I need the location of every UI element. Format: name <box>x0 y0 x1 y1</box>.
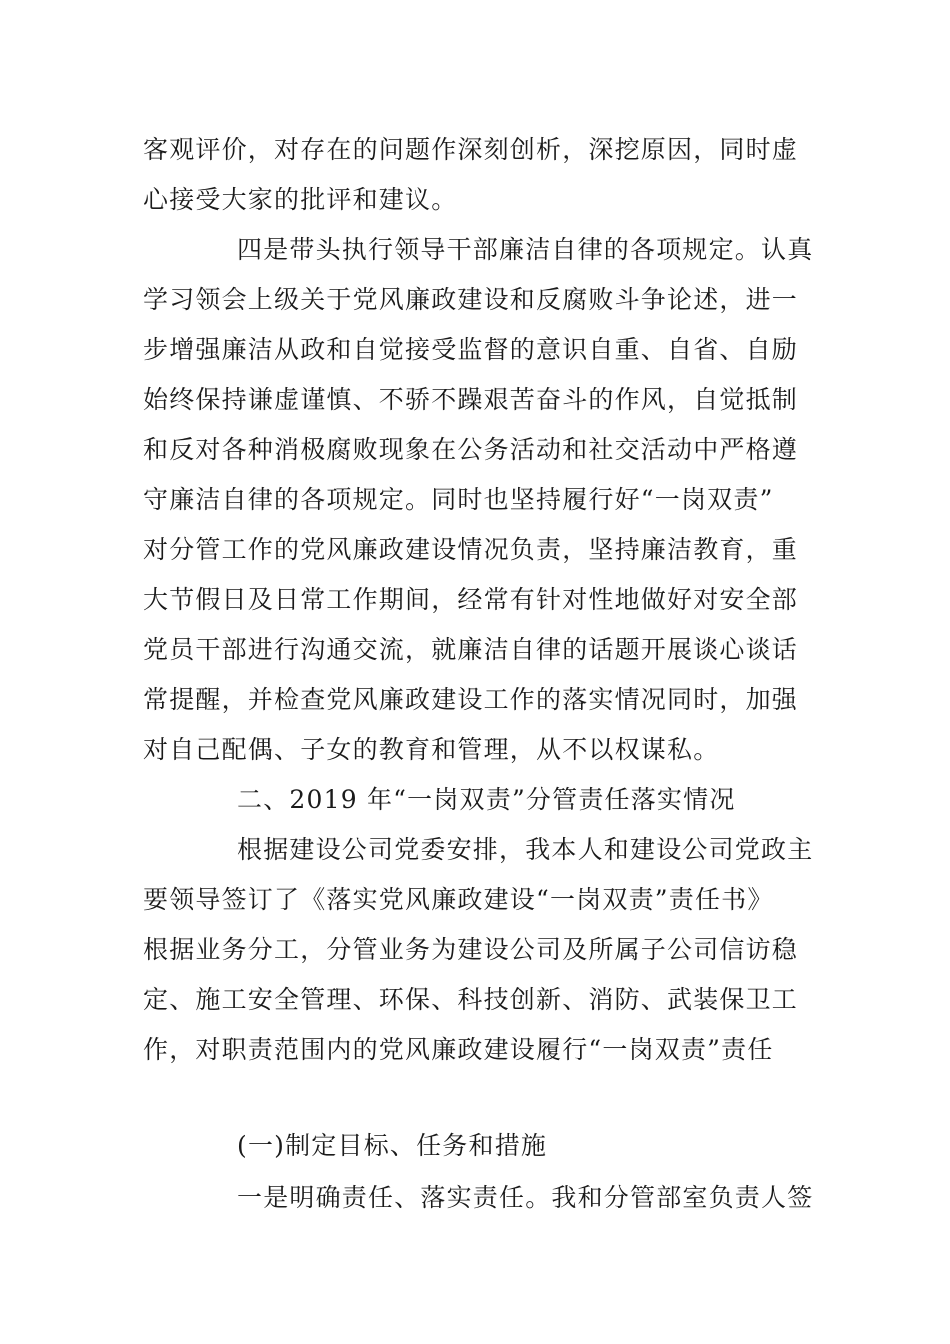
paragraph-line: 根据业务分工，分管业务为建设公司及所属子公司信访稳 <box>143 935 799 964</box>
section-heading: 二、2019 年“一岗双责”分管责任落实情况 <box>237 785 736 814</box>
paragraph-line: 对自己配偶、子女的教育和管理，从不以权谋私。 <box>143 735 720 764</box>
paragraph-line: 定、施工安全管理、环保、科技创新、消防、武装保卫工 <box>143 985 799 1014</box>
paragraph-line: 步增强廉洁从政和自觉接受监督的意识自重、自省、自励 <box>143 335 799 364</box>
paragraph-line: 和反对各种消极腐败现象在公务活动和社交活动中严格遵 <box>143 435 799 464</box>
subsection-heading: (一)制定目标、任务和措施 <box>237 1131 548 1160</box>
paragraph-line: 作，对职责范围内的党风廉政建设履行“一岗双责”责任 <box>143 1035 774 1064</box>
paragraph-line: 对分管工作的党风廉政建设情况负责，坚持廉洁教育，重 <box>143 535 799 564</box>
paragraph-line: 一是明确责任、落实责任。我和分管部室负责人签 <box>237 1183 814 1212</box>
paragraph-line: 心接受大家的批评和建议。 <box>143 185 458 214</box>
paragraph-line: 守廉洁自律的各项规定。同时也坚持履行好“一岗双责” <box>143 485 774 514</box>
paragraph-line: 学习领会上级关于党风廉政建设和反腐败斗争论述，进一 <box>143 285 799 314</box>
paragraph-line: 常提醒，并检查党风廉政建设工作的落实情况同时，加强 <box>143 685 799 714</box>
paragraph-line: 始终保持谦虚谨慎、不骄不躁艰苦奋斗的作风，自觉抵制 <box>143 385 799 414</box>
paragraph-line: 客观评价，对存在的问题作深刻创析，深挖原因，同时虚 <box>143 135 799 164</box>
paragraph-line: 根据建设公司党委安排，我本人和建设公司党政主 <box>237 835 814 864</box>
paragraph-line: 大节假日及日常工作期间，经常有针对性地做好对安全部 <box>143 585 799 614</box>
paragraph-line: 要领导签订了《落实党风廉政建设“一岗双责”责任书》 <box>143 885 774 914</box>
paragraph-line: 党员干部进行沟通交流，就廉洁自律的话题开展谈心谈话 <box>143 635 799 664</box>
paragraph-line: 四是带头执行领导干部廉洁自律的各项规定。认真 <box>237 235 814 264</box>
